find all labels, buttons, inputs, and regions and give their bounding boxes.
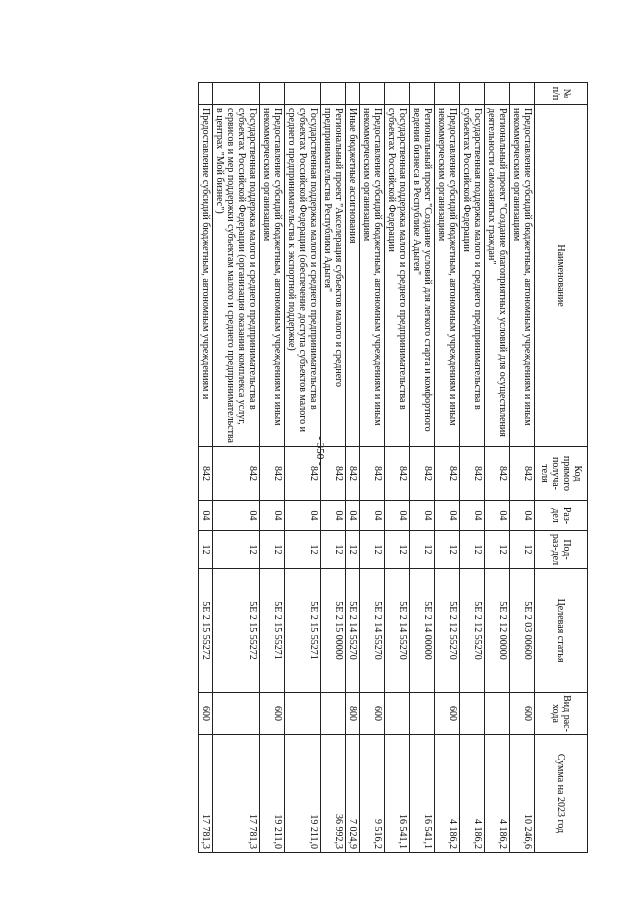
- cell-section: 04: [321, 501, 346, 531]
- header-name: Наименование: [535, 105, 588, 447]
- table-row: [510, 83, 535, 853]
- cell-target: 5Е 2 15 55272: [199, 569, 213, 693]
- cell-target: 5Е 2 15 55271: [285, 569, 321, 693]
- table-row: [460, 83, 485, 853]
- cell-name: Региональный проект "Акселерация субъектов малого и среднего предпринимательства Республики Адыгея": [321, 105, 346, 447]
- cell-target: 5Е 2 14 55270: [346, 569, 360, 693]
- cell-sum: 17 781,3: [199, 735, 213, 853]
- cell-code: 842: [199, 447, 213, 501]
- cell-num: [346, 83, 360, 105]
- table-row: [346, 83, 360, 853]
- cell-sum: 9 516,2: [360, 735, 385, 853]
- cell-expense: [321, 693, 346, 735]
- cell-name: Предоставление субсидий бюджетным, автономным учреждениям и иным некоммерческим организациям: [260, 105, 285, 447]
- header-section: Раз-дел: [535, 501, 588, 531]
- table-header-row: [535, 83, 588, 853]
- cell-code: 842: [213, 447, 260, 501]
- table-row: [435, 83, 460, 853]
- cell-num: [260, 83, 285, 105]
- cell-section: 04: [385, 501, 410, 531]
- cell-name: Иные бюджетные ассигнования: [346, 105, 360, 447]
- cell-name: Предоставление субсидий бюджетным, автономным учреждениям и иным некоммерческим организациям: [435, 105, 460, 447]
- table-row: [410, 83, 435, 853]
- cell-section: 04: [213, 501, 260, 531]
- cell-sum: 19 211,0: [285, 735, 321, 853]
- cell-target: 5Е 2 12 55270: [435, 569, 460, 693]
- cell-sum: 4 186,2: [435, 735, 460, 853]
- table-row: [321, 83, 346, 853]
- cell-subsection: 12: [213, 531, 260, 569]
- cell-section: 04: [485, 501, 510, 531]
- cell-section: 04: [510, 501, 535, 531]
- table-row: [385, 83, 410, 853]
- cell-num: [285, 83, 321, 105]
- header-sum: Сумма на 2023 год: [535, 735, 588, 853]
- cell-expense: 600: [199, 693, 213, 735]
- cell-num: [460, 83, 485, 105]
- cell-num: [213, 83, 260, 105]
- table-body: [199, 83, 535, 853]
- cell-name: Государственная поддержка малого и среднего предпринимательства в субъектах Российской Федерации: [385, 105, 410, 447]
- cell-expense: 600: [260, 693, 285, 735]
- cell-subsection: 12: [346, 531, 360, 569]
- cell-code: 842: [260, 447, 285, 501]
- cell-name: Предоставление субсидий бюджетным, автономным учреждениям и: [199, 105, 213, 447]
- cell-expense: 600: [360, 693, 385, 735]
- cell-section: 04: [260, 501, 285, 531]
- budget-table: [198, 82, 588, 853]
- cell-name: Предоставление субсидий бюджетным, автономным учреждениям и иным некоммерческим организациям: [510, 105, 535, 447]
- cell-num: [199, 83, 213, 105]
- cell-sum: 4 186,2: [460, 735, 485, 853]
- header-target: Целевая статья: [535, 569, 588, 693]
- cell-target: 5Е 2 14 55270: [385, 569, 410, 693]
- table-row: [213, 83, 260, 853]
- cell-expense: [213, 693, 260, 735]
- cell-section: 04: [360, 501, 385, 531]
- cell-subsection: 12: [385, 531, 410, 569]
- cell-subsection: 12: [360, 531, 385, 569]
- cell-expense: [485, 693, 510, 735]
- cell-target: 5Е 2 12 00000: [485, 569, 510, 693]
- cell-subsection: 12: [321, 531, 346, 569]
- cell-num: [435, 83, 460, 105]
- cell-code: 842: [360, 447, 385, 501]
- cell-code: 842: [460, 447, 485, 501]
- rotated-table-wrapper: [58, 82, 588, 852]
- cell-expense: 800: [346, 693, 360, 735]
- cell-sum: 4 186,2: [485, 735, 510, 853]
- cell-target: 5Е 2 14 00000: [410, 569, 435, 693]
- cell-name: Государственная поддержка малого и среднего предпринимательства в субъектах Российской Федерации: [460, 105, 485, 447]
- cell-expense: [410, 693, 435, 735]
- cell-name: Государственная поддержка малого и среднего предпринимательства в субъектах Российской Федерации (обеспечение доступа субъектов малого и среднего предпринимательства к экспортной поддержке): [285, 105, 321, 447]
- cell-target: 5Е 2 15 55272: [213, 569, 260, 693]
- cell-expense: 600: [510, 693, 535, 735]
- cell-sum: 10 246,6: [510, 735, 535, 853]
- cell-subsection: 12: [199, 531, 213, 569]
- cell-sum: 16 541,1: [410, 735, 435, 853]
- header-expense: Вид рас-хода: [535, 693, 588, 735]
- cell-num: [485, 83, 510, 105]
- cell-section: 04: [199, 501, 213, 531]
- table-row: [360, 83, 385, 853]
- cell-expense: [285, 693, 321, 735]
- cell-target: 5Е 2 03 00600: [510, 569, 535, 693]
- cell-code: 842: [485, 447, 510, 501]
- cell-subsection: 12: [435, 531, 460, 569]
- cell-code: 842: [346, 447, 360, 501]
- table-row: [260, 83, 285, 853]
- cell-name: Региональный проект "Создание благоприятных условий для осуществления деятельности самозанятых граждан": [485, 105, 510, 447]
- cell-sum: 7 024,9: [346, 735, 360, 853]
- cell-sum: 16 541,1: [385, 735, 410, 853]
- cell-num: [321, 83, 346, 105]
- cell-section: 04: [285, 501, 321, 531]
- cell-subsection: 12: [285, 531, 321, 569]
- cell-section: 04: [410, 501, 435, 531]
- cell-subsection: 12: [410, 531, 435, 569]
- cell-target: 5Е 2 15 00000: [321, 569, 346, 693]
- cell-section: 04: [460, 501, 485, 531]
- table-row: [485, 83, 510, 853]
- cell-code: 842: [435, 447, 460, 501]
- page-number: - 350 -: [314, 436, 326, 466]
- cell-target: 5Е 2 14 55270: [360, 569, 385, 693]
- cell-name: Государственная поддержка малого и среднего предпринимательства в субъектах Российской Федерации (организация оказания комплекса услуг, сервисов и мер поддержки субъектам малого и среднего предпринимательства в центрах "Мой бизнес"): [213, 105, 260, 447]
- cell-num: [385, 83, 410, 105]
- cell-target: 5Е 2 15 55271: [260, 569, 285, 693]
- cell-code: 842: [510, 447, 535, 501]
- cell-code: 842: [385, 447, 410, 501]
- cell-num: [360, 83, 385, 105]
- cell-section: 04: [435, 501, 460, 531]
- cell-expense: 600: [435, 693, 460, 735]
- cell-target: 5Е 2 12 55270: [460, 569, 485, 693]
- cell-code: 842: [321, 447, 346, 501]
- cell-subsection: 12: [510, 531, 535, 569]
- cell-subsection: 12: [485, 531, 510, 569]
- header-num: № п/п: [535, 83, 588, 105]
- cell-code: 842: [285, 447, 321, 501]
- cell-num: [510, 83, 535, 105]
- table-row: [285, 83, 321, 853]
- cell-name: Предоставление субсидий бюджетным, автономным учреждениям и иным некоммерческим организациям: [360, 105, 385, 447]
- cell-sum: 19 211,0: [260, 735, 285, 853]
- cell-expense: [385, 693, 410, 735]
- table-row: [199, 83, 213, 853]
- header-subsection: Под-раз-дел: [535, 531, 588, 569]
- cell-code: 842: [410, 447, 435, 501]
- cell-sum: 17 781,3: [213, 735, 260, 853]
- cell-subsection: 12: [460, 531, 485, 569]
- cell-expense: [460, 693, 485, 735]
- cell-subsection: 12: [260, 531, 285, 569]
- cell-sum: 36 992,3: [321, 735, 346, 853]
- cell-num: [410, 83, 435, 105]
- cell-name: Региональный проект "Создание условий для легкого старта и комфортного ведения бизнеса в Республике Адыгея": [410, 105, 435, 447]
- header-code: Код прямого получа-теля: [535, 447, 588, 501]
- cell-section: 04: [346, 501, 360, 531]
